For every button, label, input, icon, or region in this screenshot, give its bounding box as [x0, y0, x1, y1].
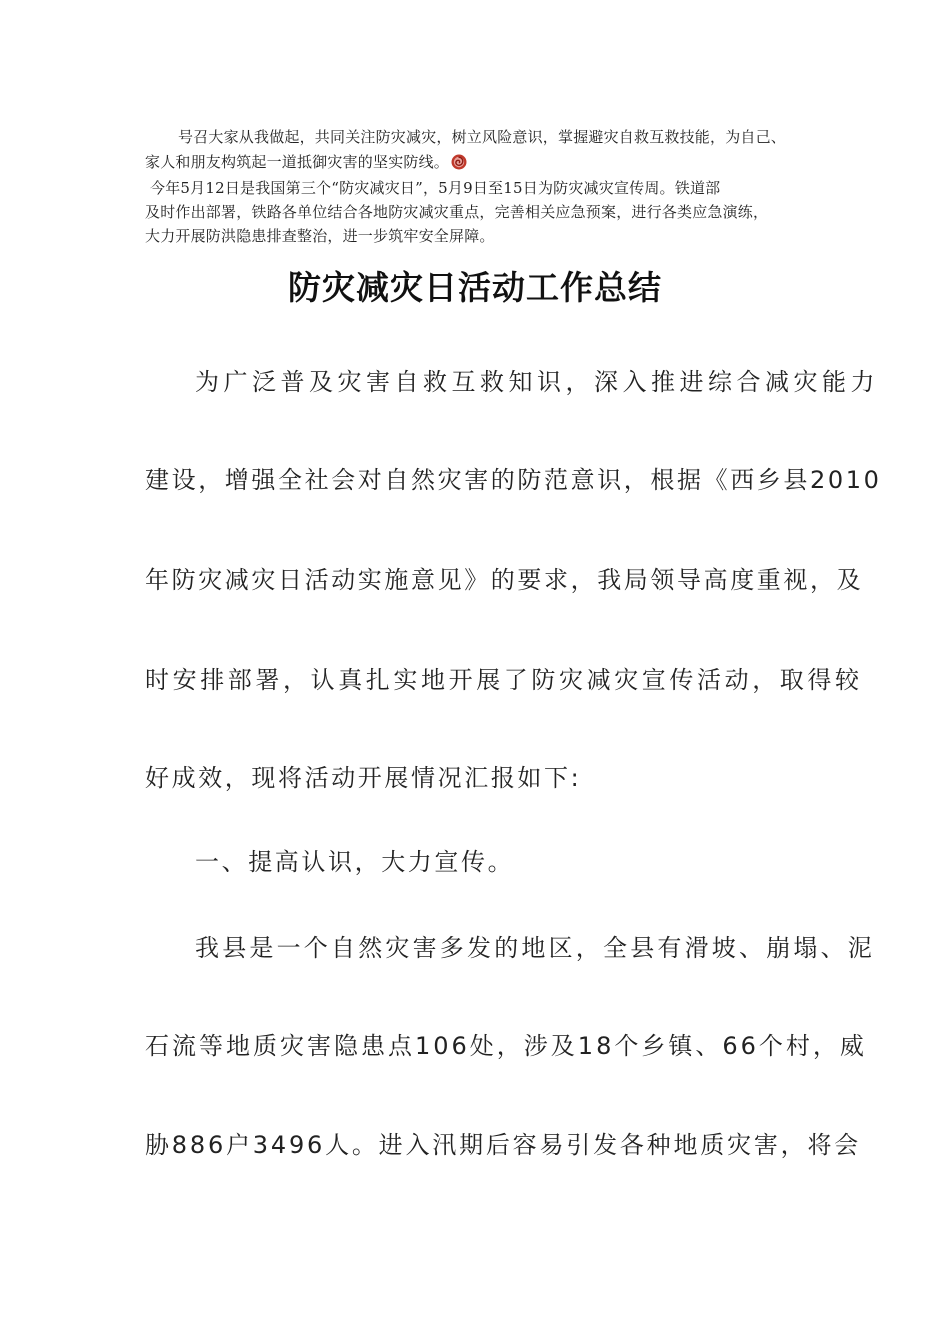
intro-line: 及时作出部署，铁路各单位结合各地防灾减灾重点，完善相关应急预案，进行各类应急演练，: [145, 203, 769, 221]
intro-line: 号召大家从我做起，共同关注防灾减灾，树立风险意识，掌握避灾自救互救技能，为自己、: [178, 128, 787, 146]
paragraph-line: 胁886户3496人。进入汛期后容易引发各种地质灾害，将会: [145, 1131, 862, 1159]
paragraph-line: 石流等地质灾害隐患点106处，涉及18个乡镇、66个村，威: [145, 1032, 867, 1060]
page-title: 防灾减灾日活动工作总结: [288, 268, 662, 307]
intro-line: 大力开展防洪隐患排查整治，进一步筑牢安全屏障。: [145, 227, 495, 245]
paragraph-line: 为广泛普及灾害自救互救知识，深入推进综合减灾能力: [195, 368, 879, 396]
section-heading: 一、提高认识，大力宣传。: [195, 848, 515, 876]
paragraph-line: 时安排部署，认真扎实地开展了防灾减灾宣传活动，取得较: [145, 666, 863, 694]
paragraph-line: 建设，增强全社会对自然灾害的防范意识，根据《西乡县2010: [145, 466, 882, 494]
paragraph-line: 年防灾减灾日活动实施意见》的要求，我局领导高度重视，及: [145, 566, 864, 594]
spiral-logo-icon: [451, 154, 467, 170]
intro-line-text: 家人和朋友构筑起一道抵御灾害的坚实防线。: [145, 153, 450, 171]
paragraph-line: 好成效，现将活动开展情况汇报如下:: [145, 764, 582, 792]
paragraph-line: 我县是一个自然灾害多发的地区，全县有滑坡、崩塌、泥: [195, 934, 875, 962]
intro-line: [145, 151, 815, 172]
intro-line: 今年5月12日是我国第三个“防灾减灾日”，5月9日至15日为防灾减灾宣传周。铁道部: [150, 179, 721, 197]
